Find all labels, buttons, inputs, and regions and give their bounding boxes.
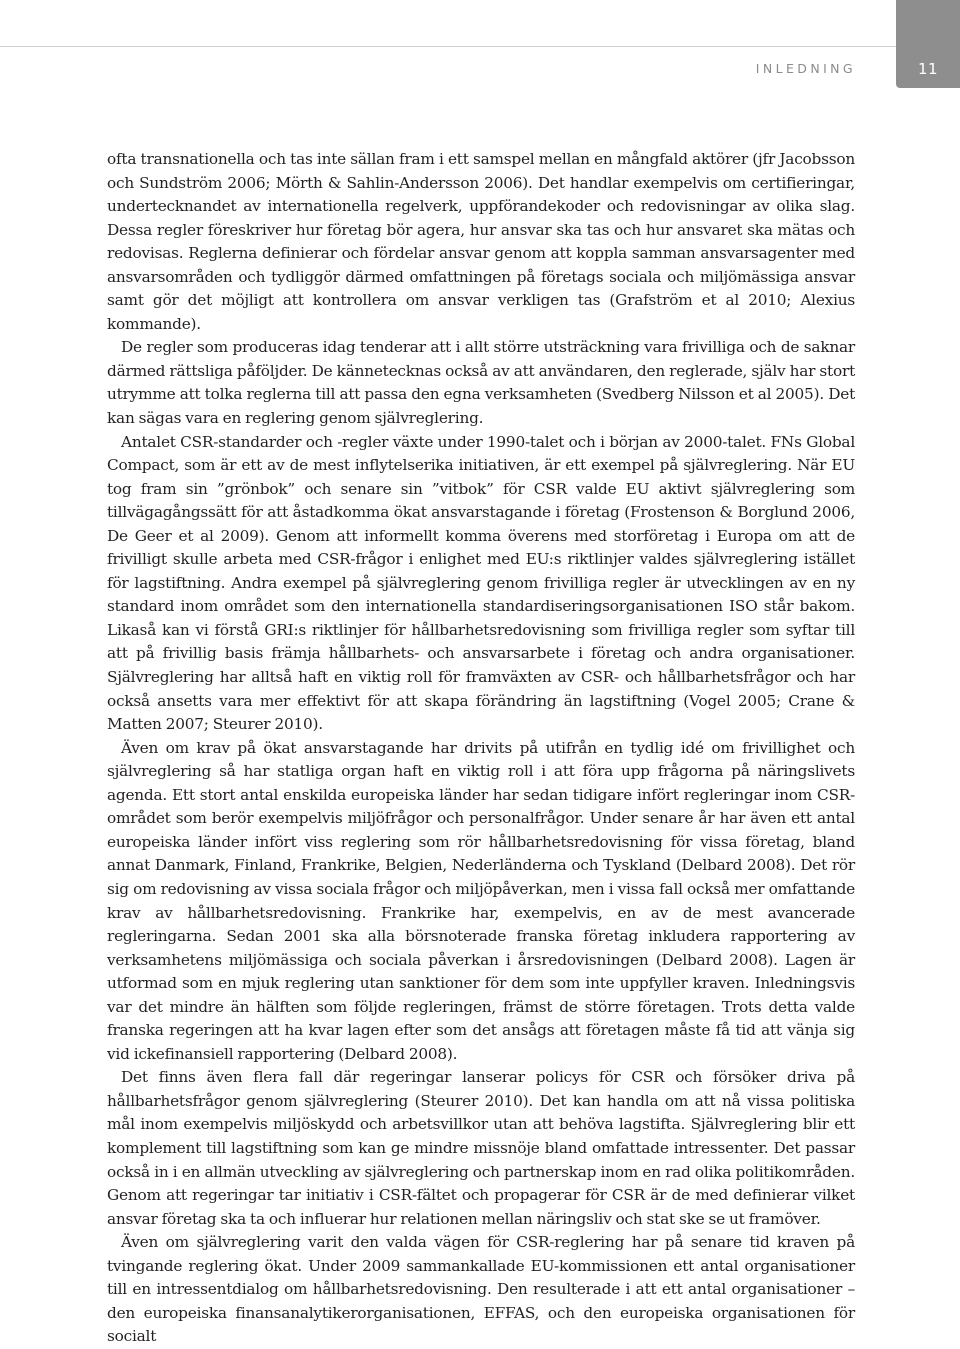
page-number-tab bbox=[896, 0, 960, 88]
body-text bbox=[107, 148, 855, 1349]
paragraph: Även om krav på ökat ansvarstagande har drivits på utifrån en tydlig idé om frivillighet och självreglering så har statliga organ haft en viktig roll i att föra upp frågorna på näringslivets agenda. Ett stort antal enskilda europeiska länder har sedan tidigare infört regleringar inom CSR- området som berör exempelvis miljöfrågor och personalfrågor. Under senare år har även ett antal europeiska länder infört viss reglering som rör hållbarhetsredovisning för vissa företag, bland annat Danmark, Finland, Frankrike, Belgien, Nederländerna och Tyskland (Delbard 2008). Det rör sig om redovisning av vissa sociala frågor och miljöpåverkan, men i vissa fall också mer omfattande krav av hållbarhetsredovisning. Frankrike har, exempelvis, en av de mest avancerade regleringarna. Sedan 2001 ska alla börsnoterade franska företag inkludera rapportering av verksamhetens miljömässiga och sociala påverkan i årsredovisningen (Delbard 2008). Lagen är utformad som en mjuk reglering utan sanktioner för dem som inte uppfyller kraven. Inledningsvis var det mindre än hälften som följde regleringen, främst de större företagen. Trots detta valde franska regeringen att ha kvar lagen efter som det ansågs att företagen måste få tid att vänja sig vid ickefinansiell rapportering (Delbard 2008). bbox=[107, 738, 855, 1063]
paragraph: ofta transnationella och tas inte sällan fram i ett samspel mellan en mångfald aktörer (jfr Jacobsson och Sundström 2006; Mörth & Sahlin-Andersson 2006). Det handlar exempelvis om certifieringar, undertecknandet av internationella regelverk, uppförandekoder och redovisningar av olika slag. Dessa regler föreskriver hur företag bör agera, hur ansvar ska tas och hur ansvaret ska mätas och redovisas. Reglerna definierar och fördelar ansvar genom att koppla samman ansvarsagenter med ansvarsområden och tydliggör därmed omfattningen på företags sociala och miljömässiga ansvar samt gör det möjligt att kontrollera om ansvar verkligen tas (Grafström et al 2010; Alexius kommande). bbox=[107, 150, 855, 333]
paragraph: Det finns även flera fall där regeringar lanserar policys för CSR och försöker driva på hållbarhetsfrågor genom självreglering (Steurer 2010). Det kan handla om att nå vissa politiska mål inom exempelvis miljöskydd och arbetsvillkor utan att behöva lagstifta. Självreglering blir ett komplement till lagstiftning som kan ge mindre missnöje bland omfattade intressenter. Det passar också in i en allmän utveckling av självreglering och partnerskap inom en rad olika politikområden. Genom att regeringar tar initiativ i CSR-fältet och propagerar för CSR är de med definierar vilket ansvar företag ska ta och influerar hur relationen mellan näringsliv och stat ske se ut framöver. bbox=[107, 1068, 855, 1228]
header-rule bbox=[0, 46, 896, 47]
running-head: INLEDNING bbox=[755, 61, 856, 76]
page-number: 11 bbox=[917, 60, 939, 78]
paragraph: Antalet CSR-standarder och -regler växte under 1990-talet och i början av 2000-talet. FNs Global Compact, som är ett av de mest inflytelserika initiativen, är ett exempel på självreglering. När EU tog fram sin ”grönbok” och senare sin ”vitbok” för CSR valde EU aktivt självreglering som tillvägagångssätt för att åstadkomma ökat ansvarstagande i företag (Frostenson & Borglund 2006, De Geer et al 2009). Genom att informellt komma överens med storföretag i Europa om att de frivilligt skulle arbeta med CSR-frågor i enlighet med EU:s riktlinjer valdes självreglering istället för lagstiftning. Andra exempel på självreglering genom frivilliga regler är utvecklingen av en ny standard inom området som den internationella standardiseringsorganisationen ISO står bakom. Likaså kan vi förstå GRI:s riktlinjer för hållbarhetsredovisning som frivilliga regler som syftar till att på frivillig basis främja hållbarhets- och ansvarsarbete i företag och andra organisationer. Självreglering har alltså haft en viktig roll för framväxten av CSR- och hållbarhetsfrågor och har också ansetts vara mer effektivt för att skapa förändring än lagstiftning (Vogel 2005; Crane & Matten 2007; Steurer 2010). bbox=[107, 432, 855, 734]
paragraph: De regler som produceras idag tenderar att i allt större utsträckning vara frivilliga och de saknar därmed rättsliga påföljder. De kännetecknas också av att användaren, den reglerade, själv har stort utrymme att tolka reglerna till att passa den egna verksamheten (Svedberg Nilsson et al 2005). Det kan sägas vara en reglering genom självreglering. bbox=[107, 338, 855, 428]
paragraph: Även om självreglering varit den valda vägen för CSR-reglering har på senare tid kraven på tvingande reglering ökat. Under 2009 sammankallade EU-kommissionen ett antal organisationer till en intressentdialog om hållbarhetsredovisning. Den resulterade i att ett antal organisationer – den europeiska finansanalytikerorganisationen, EFFAS, och den europeiska organisationen för socialt bbox=[107, 1233, 855, 1346]
